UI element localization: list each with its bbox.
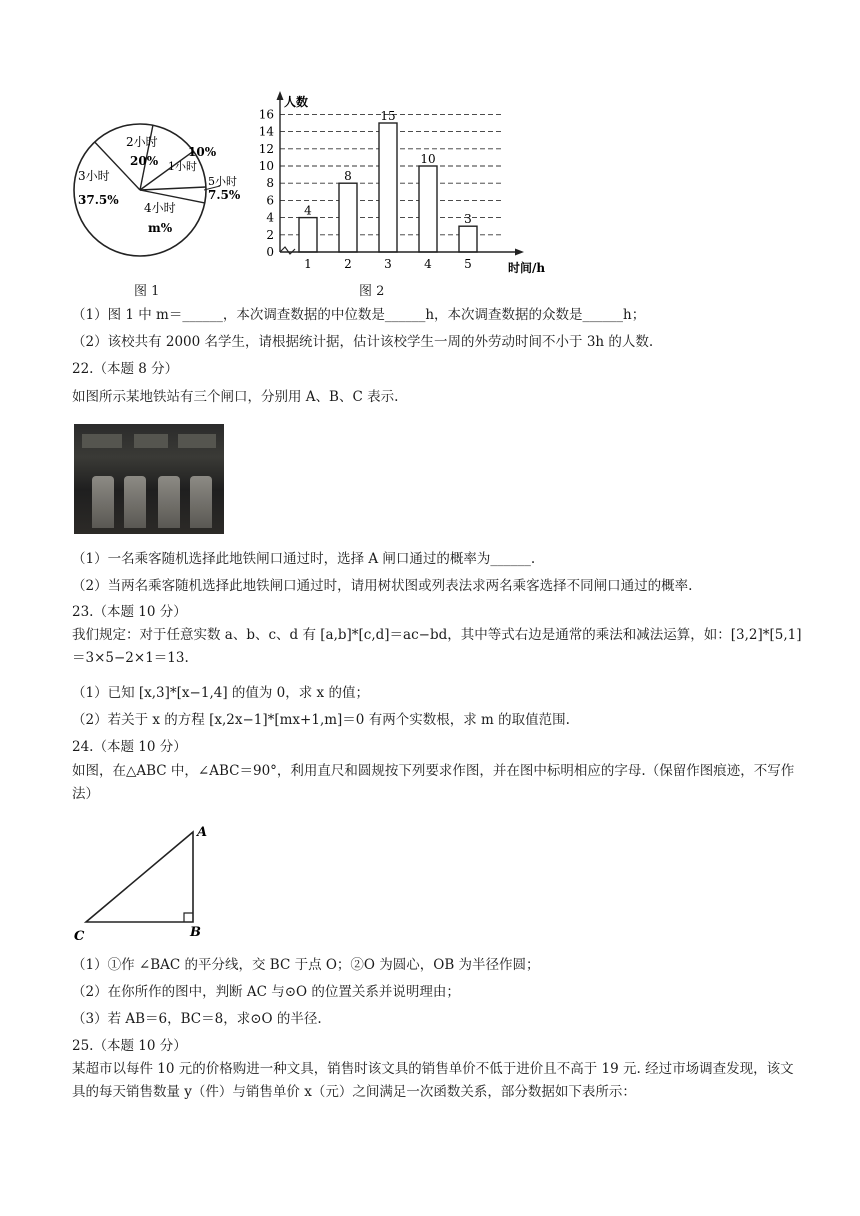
x-tick-label: 3 bbox=[384, 257, 392, 271]
axis-break bbox=[280, 247, 295, 254]
x-tick-label: 5 bbox=[464, 257, 472, 271]
pie-label-pct: m% bbox=[148, 221, 173, 235]
vertex-label-b: B bbox=[190, 925, 201, 940]
photo-gate bbox=[158, 476, 180, 528]
x-axis-arrow bbox=[515, 249, 524, 256]
photo-gate bbox=[124, 476, 146, 528]
bar bbox=[339, 183, 357, 252]
q25-heading: 25.（本题 10 分） bbox=[72, 1038, 187, 1054]
pie-label-name: 2小时 bbox=[126, 135, 158, 149]
x-tick-label: 2 bbox=[344, 257, 352, 271]
q22-intro: 如图所示某地铁站有三个闸口，分别用 A、B、C 表示. bbox=[72, 389, 399, 405]
y-axis-label: 人数 bbox=[284, 95, 309, 109]
q24-part-1: （1）①作 ∠BAC 的平分线，交 BC 于点 O；②O 为圆心，OB 为半径作圆； bbox=[72, 957, 540, 973]
photo-sign bbox=[134, 434, 168, 448]
q22-part-2: （2）当两名乘客随机选择此地铁闸口通过时，请用树状图或列表法求两名乘客选择不同闸口通过的概率. bbox=[72, 578, 693, 594]
y-tick-label: 10 bbox=[258, 159, 274, 173]
y-tick-label: 14 bbox=[258, 124, 274, 139]
subway-gate-photo bbox=[74, 424, 224, 534]
y-tick-label: 2 bbox=[266, 227, 274, 242]
y-axis-arrow bbox=[277, 91, 284, 100]
q23-intro: 我们规定：对于任意实数 a、b、c、d 有 [a,b]*[c,d]＝ac−bd，其中等式右边是通常的乘法和减法运算，如：[3,2]*[5,1]＝3×5−2×1＝13. bbox=[72, 627, 802, 666]
bar bbox=[299, 218, 317, 252]
figure-1-caption: 图 1 bbox=[134, 284, 160, 299]
pie-label-pct: 7.5% bbox=[208, 188, 241, 202]
y-tick-label: 0 bbox=[266, 245, 274, 259]
y-tick-label: 6 bbox=[266, 193, 274, 208]
y-tick-label: 16 bbox=[258, 107, 274, 122]
triangle-figure bbox=[66, 820, 216, 946]
figure-2-caption: 图 2 bbox=[359, 284, 385, 299]
q22-heading: 22.（本题 8 分） bbox=[72, 361, 179, 377]
photo-sign bbox=[178, 434, 216, 448]
q25-intro: 某超市以每件 10 元的价格购进一种文具，销售时该文具的销售单价不低于进价且不高于 19 元. 经过市场调查发现，该文具的每天销售数量 y（件）与销售单价 x（元）之间满足一次函数关系，部分数据如下表所示： bbox=[72, 1061, 794, 1100]
pie-label-pct: 20% bbox=[130, 154, 159, 168]
q23-heading: 23.（本题 10 分） bbox=[72, 604, 187, 620]
triangle-abc bbox=[86, 832, 193, 922]
bar bbox=[379, 123, 397, 252]
bar bbox=[459, 226, 477, 252]
q23-part-2: （2）若关于 x 的方程 [x,2x−1]*[mx+1,m]＝0 有两个实数根，求 m 的取值范围. bbox=[72, 712, 570, 728]
bar-value-label: 10 bbox=[420, 152, 436, 166]
pie-divider bbox=[140, 187, 206, 190]
x-tick-label: 4 bbox=[424, 257, 432, 271]
bar-chart bbox=[256, 88, 556, 278]
q24-heading: 24.（本题 10 分） bbox=[72, 739, 187, 755]
pie-label-name: 5小时 bbox=[208, 175, 237, 188]
q24-part-2: （2）在你所作的图中，判断 AC 与⊙O 的位置关系并说明理由； bbox=[72, 984, 460, 1000]
q24-intro: 如图，在△ABC 中，∠ABC＝90°，利用直尺和圆规按下列要求作图，并在图中标明相应的字母.（保留作图痕迹，不写作法） bbox=[72, 763, 795, 802]
bar bbox=[419, 166, 437, 252]
pie-label-name: 3小时 bbox=[78, 169, 110, 183]
photo-sign bbox=[82, 434, 122, 448]
pie-chart bbox=[64, 110, 254, 280]
q22-part-1: （1）一名乘客随机选择此地铁闸口通过时，选择 A 闸口通过的概率为______. bbox=[72, 551, 536, 567]
pie-label-name: 1小时 bbox=[168, 160, 197, 173]
bar-value-label: 4 bbox=[304, 203, 312, 218]
pie-label-name: 4小时 bbox=[144, 201, 176, 215]
pie-label-pct: 37.5% bbox=[78, 193, 119, 207]
photo-gate bbox=[92, 476, 114, 528]
q21-part-1: （1）图 1 中 m＝______，本次调查数据的中位数是______h，本次调查数据的众数是______h； bbox=[72, 307, 646, 323]
x-axis-label: 时间/h bbox=[508, 261, 546, 275]
vertex-label-c: C bbox=[74, 929, 85, 944]
bar-value-label: 8 bbox=[344, 169, 352, 184]
x-tick-label: 1 bbox=[304, 257, 312, 271]
y-tick-label: 12 bbox=[258, 141, 274, 156]
y-tick-label: 8 bbox=[266, 176, 274, 191]
bar-value-label: 15 bbox=[380, 109, 396, 123]
y-tick-label: 4 bbox=[266, 210, 274, 225]
q23-part-1: （1）已知 [x,3]*[x−1,4] 的值为 0，求 x 的值； bbox=[72, 685, 369, 701]
q24-part-3: （3）若 AB＝6，BC＝8，求⊙O 的半径. bbox=[72, 1011, 322, 1027]
pie-label-pct: 10% bbox=[188, 145, 217, 159]
q21-part-2: （2）该校共有 2000 名学生，请根据统计据，估计该校学生一周的外劳动时间不小于 3h 的人数. bbox=[72, 334, 654, 350]
photo-gate bbox=[190, 476, 212, 528]
vertex-label-a: A bbox=[197, 825, 208, 840]
right-angle-mark bbox=[184, 913, 193, 922]
bar-value-label: 3 bbox=[464, 212, 472, 227]
